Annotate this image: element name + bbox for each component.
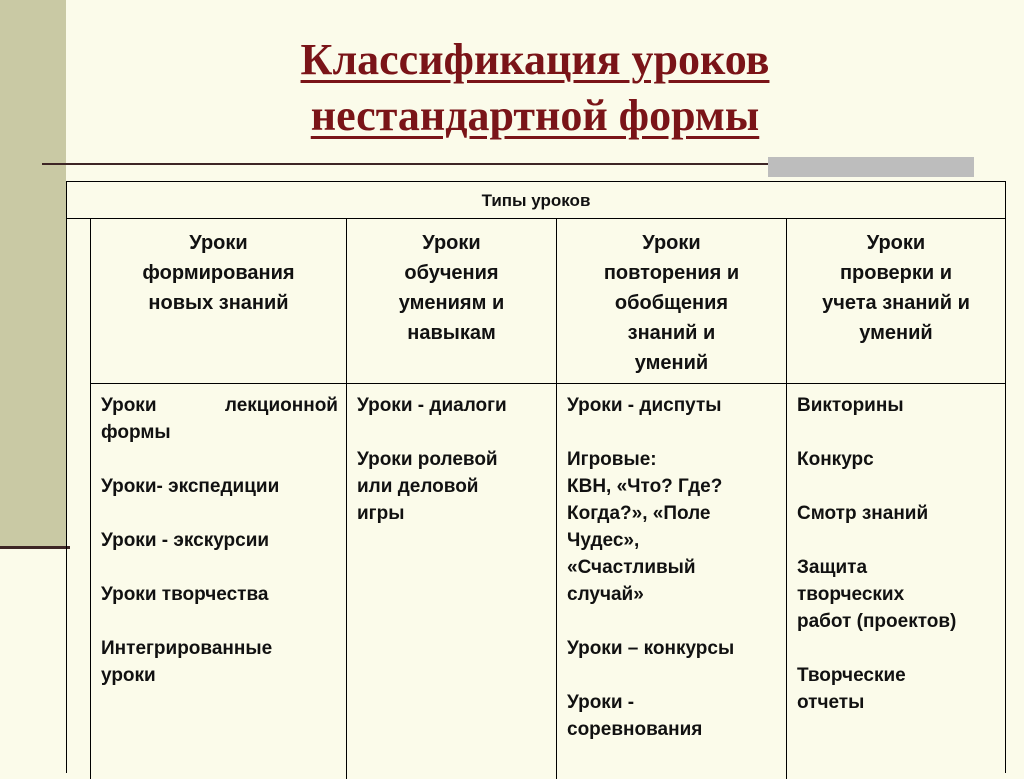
lesson-type-line: Конкурс <box>797 449 874 470</box>
lesson-type-item <box>357 392 548 419</box>
column-header-line: Уроки <box>422 232 481 254</box>
lesson-type-line: уроки <box>101 665 156 686</box>
lesson-type-line: Уроки ролевой <box>357 449 498 470</box>
column-header-line: знаний и <box>627 322 716 344</box>
lesson-type-line: Уроки - диспуты <box>567 395 722 416</box>
column-header-line: обучения <box>404 262 499 284</box>
lesson-type-item <box>567 635 778 662</box>
column-body-1 <box>91 384 346 689</box>
lesson-type-line: Интегрированные <box>101 638 273 659</box>
lesson-type-line: Уроки - диалоги <box>357 395 507 416</box>
column-header-line: новых знаний <box>148 292 289 314</box>
lesson-type-line: Уроки – конкурсы <box>567 638 735 659</box>
lesson-type-item <box>101 392 338 446</box>
title-line-1: Классификация уроков <box>300 35 770 84</box>
lesson-type-item <box>797 446 997 473</box>
lesson-type-line: работ (проектов) <box>797 611 957 632</box>
lesson-type-line: соревнования <box>567 719 703 740</box>
lesson-type-line: творческих <box>797 584 905 605</box>
column-body-4 <box>787 384 1005 716</box>
column-header-line: Уроки <box>642 232 701 254</box>
column-header-line: учета знаний и <box>822 292 970 314</box>
lesson-types-table <box>66 181 1006 773</box>
lesson-type-item <box>101 527 338 554</box>
lesson-type-line: Когда?», «Поле <box>567 503 711 524</box>
lesson-type-line: Творческие <box>797 665 906 686</box>
lesson-type-item <box>797 554 997 635</box>
title-accent-bar <box>768 157 974 177</box>
lesson-type-line: игры <box>357 503 405 524</box>
side-decoration-band <box>0 0 66 546</box>
lesson-type-line: Уроки творчества <box>101 584 269 605</box>
lesson-type-line: Защита <box>797 557 868 578</box>
lesson-type-line: Уроки - экскурсии <box>101 530 270 551</box>
title-line-2: нестандартной формы <box>310 91 760 140</box>
lesson-type-item <box>567 689 778 743</box>
lesson-type-line: Смотр знаний <box>797 503 929 524</box>
lesson-type-item <box>797 662 997 716</box>
table-group-header: Типы уроков <box>67 182 1005 219</box>
column-header-line: умений <box>859 322 933 344</box>
column-header-2 <box>347 219 556 383</box>
column-header-3 <box>557 219 786 383</box>
lesson-type-line: Уроки - <box>567 692 635 713</box>
lesson-type-item <box>101 635 338 689</box>
title-divider-line <box>42 163 782 165</box>
column-header-4 <box>787 219 1005 383</box>
side-band-divider <box>0 546 70 549</box>
slide-title <box>130 32 940 144</box>
column-header-line: Уроки <box>189 232 248 254</box>
lesson-type-line: случай» <box>567 584 644 605</box>
lesson-type-line: формы <box>101 422 171 443</box>
lesson-type-item <box>567 446 778 608</box>
lesson-type-line: «Счастливый <box>567 557 696 578</box>
lesson-type-item <box>101 581 338 608</box>
column-header-line: повторения и <box>603 262 740 284</box>
column-header-line: навыкам <box>407 322 496 344</box>
column-body-3 <box>557 384 786 743</box>
column-header-line: умений <box>634 352 709 374</box>
lesson-type-line: Викторины <box>797 395 904 416</box>
column-header-line: умениям и <box>398 292 505 314</box>
lesson-type-item <box>357 446 548 527</box>
lesson-type-item <box>797 500 997 527</box>
lesson-type-item <box>101 473 338 500</box>
lesson-type-item <box>567 392 778 419</box>
lesson-type-line: Уроки лекционной <box>101 395 338 416</box>
lesson-type-line: КВН, «Что? Где? <box>567 476 723 497</box>
column-header-line: проверки и <box>839 262 953 284</box>
lesson-type-line: Игровые: <box>567 449 657 470</box>
column-header-line: Уроки <box>866 232 926 254</box>
lesson-type-line: или деловой <box>357 476 479 497</box>
lesson-type-item <box>797 392 997 419</box>
column-body-2 <box>347 384 556 527</box>
lesson-type-line: отчеты <box>797 692 865 713</box>
lesson-type-line: Чудес», <box>567 530 640 551</box>
column-header-line: обобщения <box>614 292 729 314</box>
lesson-type-line: Уроки- экспедиции <box>101 476 280 497</box>
column-header-1 <box>91 219 346 383</box>
column-header-line: формирования <box>142 262 295 284</box>
